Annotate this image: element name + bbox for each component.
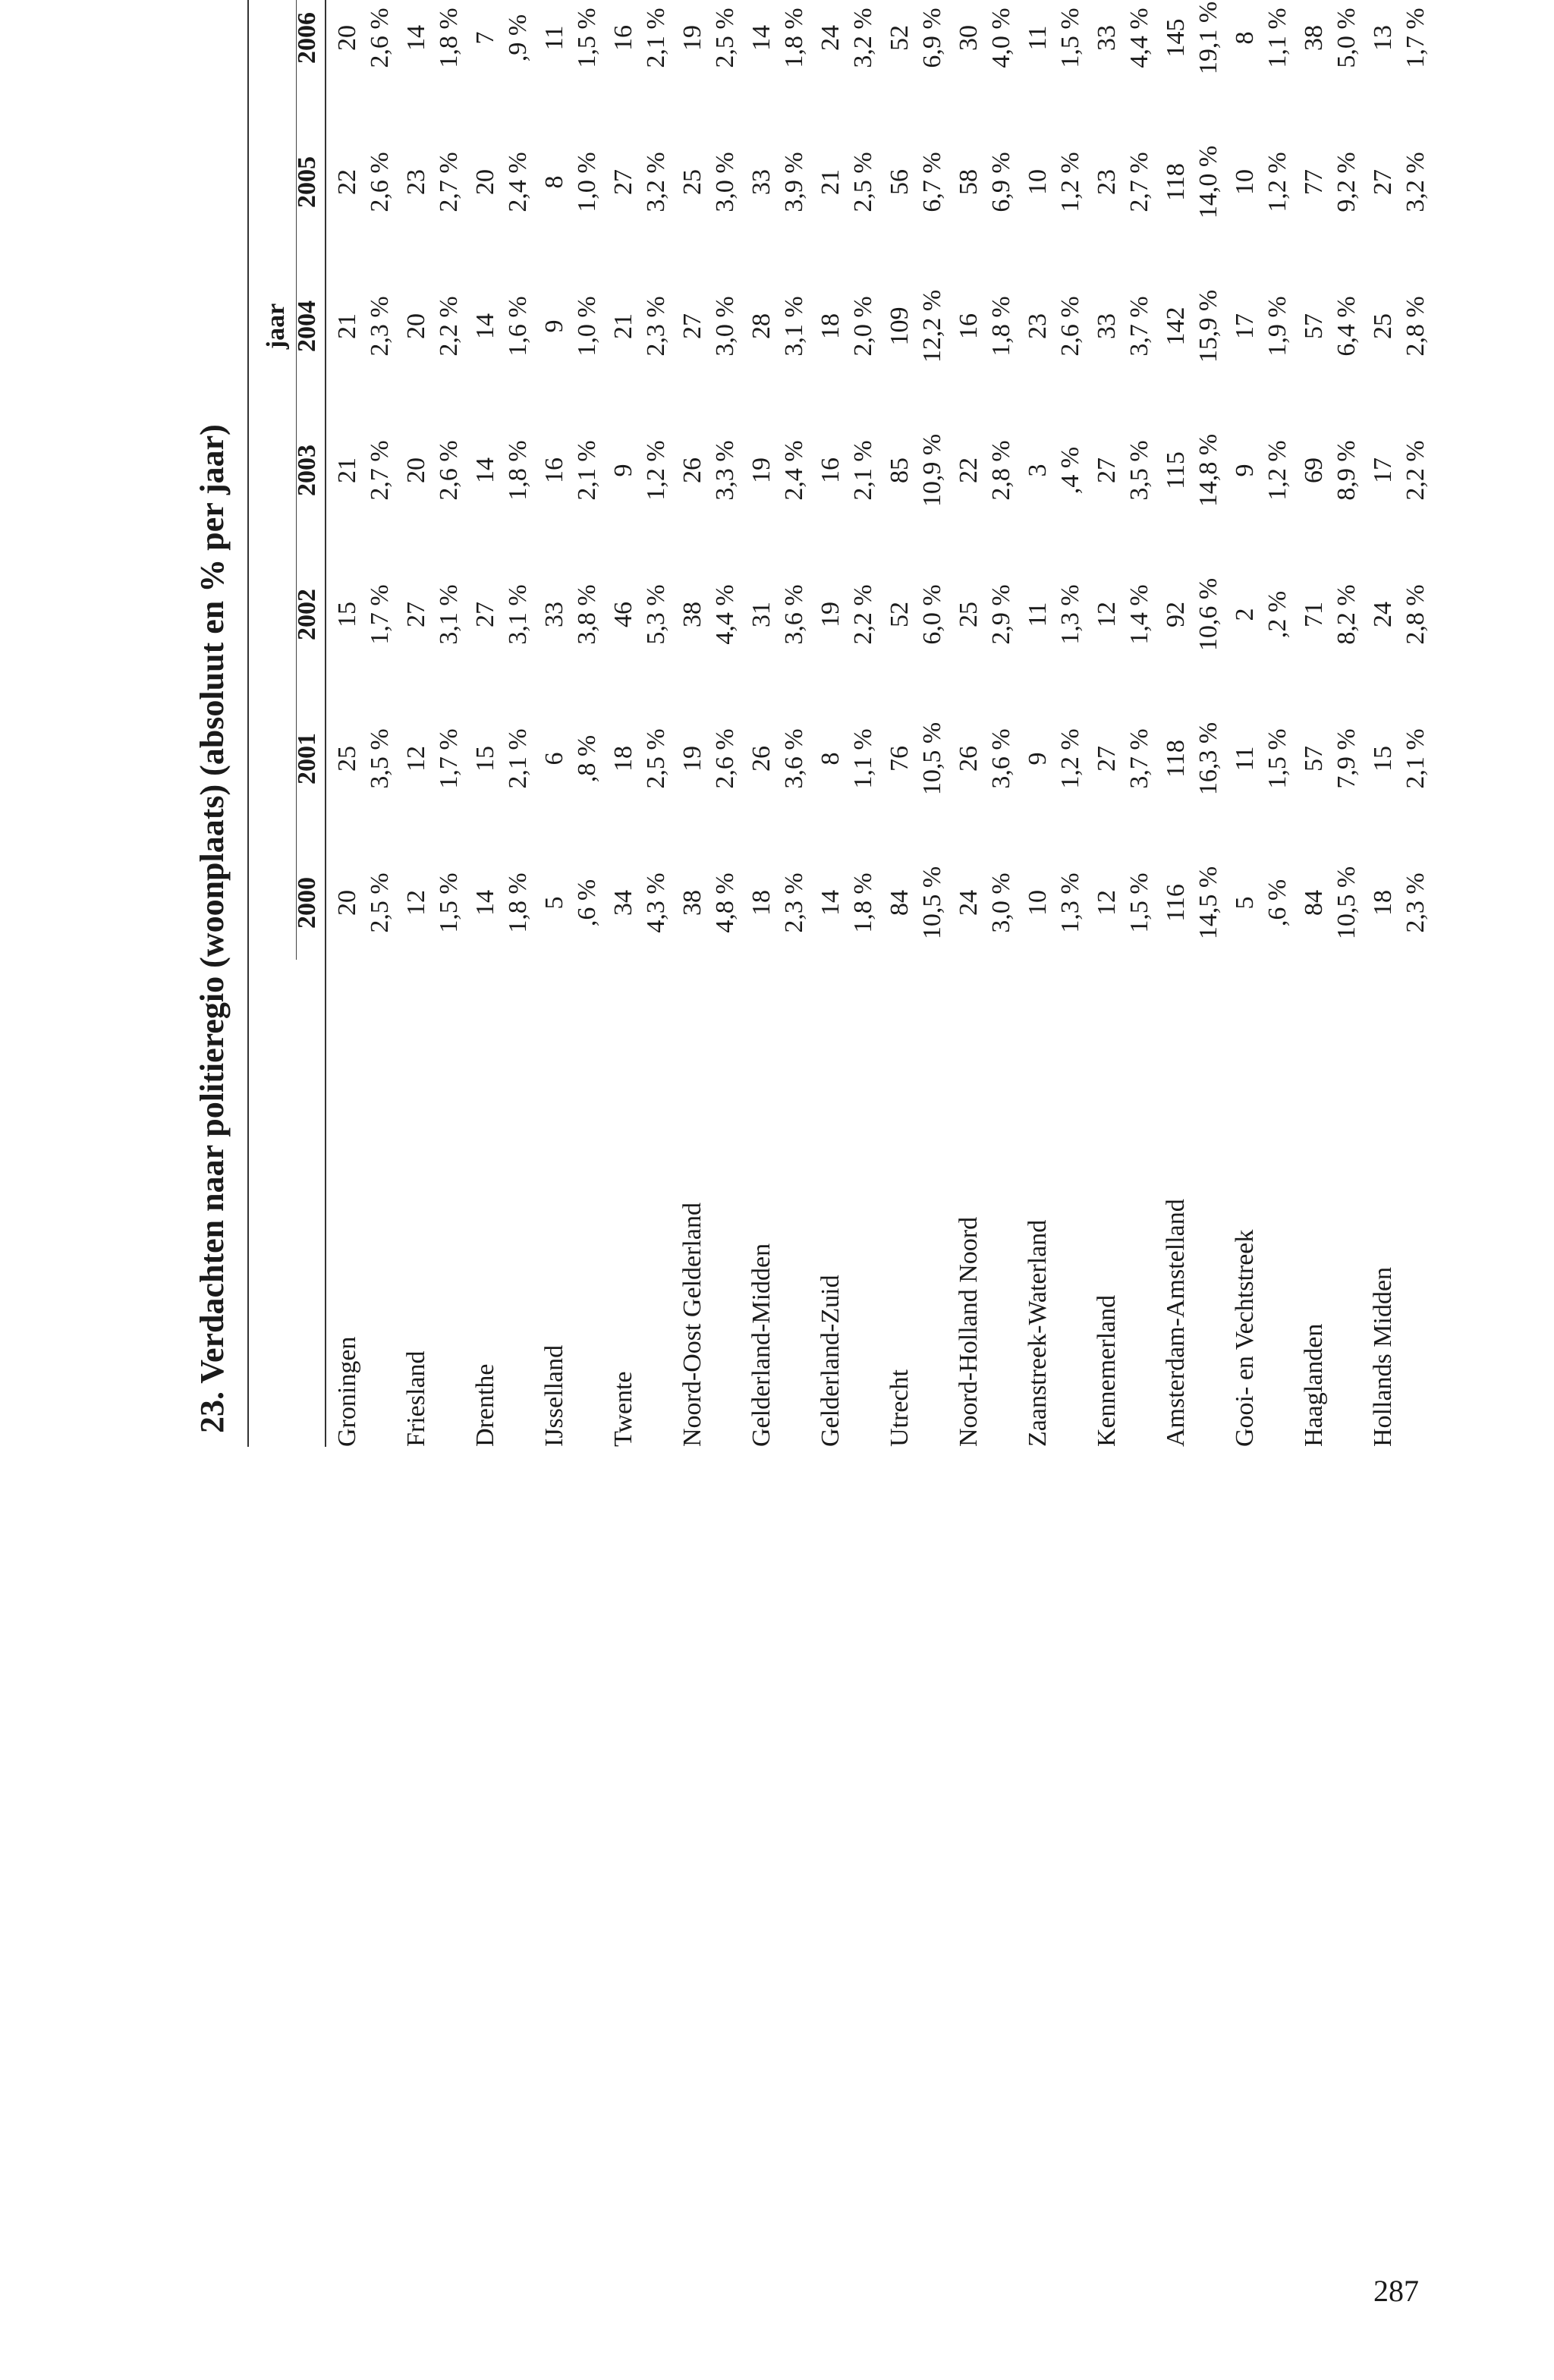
cell-count: 57 [1300,313,1328,339]
cell-count: 23 [402,169,430,195]
cell-percentage: 3,1 % [435,584,463,645]
region-label: Kennemerland [1093,1294,1121,1447]
cell-count: 25 [678,169,706,195]
column-header-year: 2003 [293,445,321,496]
region-label: Gelderland-Zuid [816,1275,845,1447]
table-row-absolute [883,0,916,1460]
cell-percentage: 2,3 % [366,296,394,357]
cell-percentage: 1,5 % [1263,728,1291,789]
cell-percentage: ,2 % [1263,590,1291,639]
cell-percentage: 1,5 % [573,8,601,68]
cell-count: 15 [1369,746,1397,772]
cell-percentage: 2,6 % [366,8,394,68]
cell-count: 21 [333,457,361,483]
cell-count: 92 [1162,602,1190,627]
cell-percentage: 1,2 % [642,440,670,501]
cell-percentage: 5,0 % [1332,8,1361,68]
cell-percentage: 1,2 % [1056,728,1084,789]
table-row-absolute [469,0,502,1460]
table-row-absolute [1228,0,1261,1460]
cell-count: 20 [402,313,430,339]
cell-count: 23 [1093,169,1121,195]
table-row-percentage [1192,0,1225,1460]
cell-percentage: 3,0 % [987,872,1015,933]
cell-count: 38 [678,602,706,627]
column-header-year: 2006 [293,12,321,64]
cell-count: 12 [1093,602,1121,627]
cell-count: 18 [1369,890,1397,916]
cell-count: 7 [471,31,499,45]
cell-count: 77 [1300,169,1328,195]
cell-percentage: 6,4 % [1332,296,1361,357]
table-row-absolute [1090,0,1123,1460]
cell-percentage: 2,5 % [711,8,739,68]
cell-percentage: 10,5 % [918,866,946,940]
cell-percentage: 4,4 % [711,584,739,645]
table-row-absolute [1159,0,1192,1460]
region-label: Twente [609,1371,637,1447]
cell-percentage: ,8 % [573,734,601,783]
cell-count: 14 [816,890,845,916]
region-label: Noord-Holland Noord [955,1216,983,1447]
cell-count: 115 [1162,451,1190,489]
cell-count: 84 [1300,890,1328,916]
cell-count: 14 [471,890,499,916]
cell-percentage: 3,6 % [780,728,808,789]
cell-count: 109 [886,307,914,346]
region-label: Utrecht [886,1369,914,1447]
cell-percentage: 16,3 % [1194,722,1222,796]
cell-percentage: 6,0 % [918,584,946,645]
table-row-percentage [1123,0,1156,1460]
cell-percentage: 1,2 % [1263,152,1291,212]
cell-count: 26 [747,746,775,772]
cell-count: 27 [609,169,637,195]
column-header-year: 2004 [293,300,321,352]
cell-count: 19 [747,457,775,483]
cell-count: 28 [747,313,775,339]
cell-percentage: 3,5 % [1125,440,1153,501]
cell-count: 16 [540,457,568,483]
table-row-percentage [847,0,879,1460]
cell-count: 22 [333,169,361,195]
cell-percentage: 3,6 % [987,728,1015,789]
cell-percentage: 3,3 % [711,440,739,501]
cell-percentage: 2,9 % [987,584,1015,645]
cell-percentage: 7,9 % [1332,728,1361,789]
cell-count: 27 [1093,457,1121,483]
cell-count: 33 [540,602,568,627]
table-row-percentage [709,0,741,1460]
cell-percentage: 2,5 % [366,872,394,933]
cell-count: 16 [955,313,983,339]
cell-percentage: 4,4 % [1125,8,1153,68]
cell-count: 24 [955,890,983,916]
cell-percentage: 1,8 % [504,440,532,501]
cell-percentage: 2,3 % [780,872,808,933]
cell-percentage: 10,9 % [918,433,946,508]
table-row-percentage [985,0,1018,1460]
cell-count: 2 [1231,608,1259,621]
cell-percentage: ,9 % [504,14,532,62]
cell-count: 116 [1162,884,1190,922]
cell-count: 27 [471,602,499,627]
region-label: Amsterdam-Amstelland [1162,1199,1190,1447]
cell-count: 21 [333,313,361,339]
cell-count: 8 [1231,31,1259,45]
table-row-absolute [1367,0,1399,1460]
cell-count: 11 [1024,602,1052,627]
cell-percentage: 1,5 % [435,872,463,933]
cell-count: 56 [886,169,914,195]
cell-percentage: 3,2 % [642,152,670,212]
cell-count: 12 [1093,890,1121,916]
cell-percentage: 4,8 % [711,872,739,933]
cell-percentage: 2,6 % [1056,296,1084,357]
cell-count: 34 [609,890,637,916]
cell-count: 52 [886,602,914,627]
cell-percentage: 1,7 % [435,728,463,789]
cell-percentage: 2,2 % [849,584,877,645]
table-row-absolute [538,0,571,1460]
cell-count: 14 [402,25,430,51]
cell-percentage: 2,1 % [504,728,532,789]
cell-percentage: 1,8 % [780,8,808,68]
cell-count: 69 [1300,457,1328,483]
cell-count: 18 [609,746,637,772]
table-row-absolute [745,0,778,1460]
cell-percentage: 3,0 % [711,152,739,212]
rotated-table-page [182,0,1434,1460]
cell-count: 17 [1231,313,1259,339]
cell-count: 31 [747,602,775,627]
cell-count: 9 [540,319,568,333]
cell-count: 14 [471,457,499,483]
cell-percentage: 2,3 % [642,296,670,357]
cell-count: 18 [816,313,845,339]
cell-percentage: 10,5 % [1332,866,1361,940]
cell-percentage: 2,3 % [1401,872,1430,933]
table-row-absolute [814,0,847,1460]
cell-count: 16 [609,25,637,51]
cell-percentage: 10,5 % [918,722,946,796]
cell-percentage: 3,2 % [1401,152,1430,212]
table-row-percentage [433,0,465,1460]
table-row-absolute [1021,0,1054,1460]
cell-percentage: 14,5 % [1194,866,1222,940]
cell-percentage: 1,8 % [504,872,532,933]
table-row-percentage [363,0,396,1460]
cell-percentage: 1,3 % [1056,872,1084,933]
table-row-percentage [916,0,948,1460]
region-label: Drenthe [471,1363,499,1447]
cell-count: 25 [955,602,983,627]
cell-count: 16 [816,457,845,483]
cell-percentage: 19,1 % [1194,1,1222,75]
table-row-percentage [1399,0,1432,1460]
cell-count: 20 [402,457,430,483]
cell-percentage: ,4 % [1056,446,1084,495]
cell-count: 21 [816,169,845,195]
table-row-percentage [778,0,810,1460]
cell-count: 19 [678,746,706,772]
cell-percentage: 2,7 % [366,440,394,501]
table-row-percentage [1261,0,1294,1460]
cell-count: 118 [1162,163,1190,201]
cell-count: 26 [955,746,983,772]
region-label: Friesland [402,1350,430,1447]
header-rule [325,0,326,1447]
cell-percentage: 1,1 % [1263,8,1291,68]
cell-count: 15 [333,602,361,627]
cell-count: 11 [540,25,568,51]
cell-percentage: 2,1 % [1401,728,1430,789]
page-title: 23. Verdachten naar politieregio (woonplaats) (absoluut en % per jaar) [193,424,231,1433]
region-label: Hollands Midden [1369,1266,1397,1447]
cell-count: 11 [1024,25,1052,51]
cell-count: 38 [1300,25,1328,51]
cell-count: 5 [1231,896,1259,910]
cell-percentage: 2,1 % [573,440,601,501]
cell-percentage: 14,0 % [1194,145,1222,219]
cell-count: 22 [955,457,983,483]
cell-count: 46 [609,602,637,627]
cell-percentage: 15,9 % [1194,289,1222,363]
cell-percentage: 14,8 % [1194,433,1222,508]
cell-percentage: 1,0 % [573,296,601,357]
cell-count: 24 [816,25,845,51]
region-label: Zaanstreek-Waterland [1024,1219,1052,1447]
cell-count: 24 [1369,602,1397,627]
top-rule [247,0,249,1447]
cell-percentage: ,6 % [1263,879,1291,927]
cell-percentage: 2,6 % [366,152,394,212]
cell-percentage: 1,5 % [1056,8,1084,68]
cell-count: 15 [471,746,499,772]
cell-percentage: 4,0 % [987,8,1015,68]
cell-count: 8 [540,175,568,189]
cell-percentage: 9,2 % [1332,152,1361,212]
table-row-absolute [952,0,985,1460]
cell-count: 14 [471,313,499,339]
cell-percentage: 2,4 % [780,440,808,501]
cell-count: 57 [1300,746,1328,772]
cell-percentage: 2,0 % [849,296,877,357]
cell-count: 20 [333,25,361,51]
cell-count: 85 [886,457,914,483]
cell-percentage: 1,7 % [1401,8,1430,68]
cell-percentage: 6,9 % [918,8,946,68]
cell-count: 12 [402,746,430,772]
cell-count: 13 [1369,25,1397,51]
cell-count: 38 [678,890,706,916]
cell-count: 33 [1093,25,1121,51]
region-label: Groningen [333,1336,361,1447]
cell-count: 19 [678,25,706,51]
cell-count: 25 [333,746,361,772]
cell-percentage: 2,5 % [849,152,877,212]
cell-count: 71 [1300,602,1328,627]
table-row-percentage [571,0,603,1460]
column-header-year: 2002 [293,589,321,640]
cell-count: 26 [678,457,706,483]
table-row-percentage [640,0,672,1460]
cell-percentage: 3,7 % [1125,728,1153,789]
cell-percentage: 2,2 % [1401,440,1430,501]
cell-percentage: 2,8 % [1401,296,1430,357]
cell-count: 33 [1093,313,1121,339]
cell-count: 6 [540,752,568,766]
cell-count: 12 [402,890,430,916]
cell-count: 8 [816,752,845,766]
cell-count: 9 [1231,464,1259,477]
cell-percentage: 3,1 % [504,584,532,645]
cell-count: 27 [402,602,430,627]
cell-percentage: 1,3 % [1056,584,1084,645]
cell-percentage: 1,0 % [573,152,601,212]
table-row-percentage [502,0,534,1460]
cell-percentage: 1,9 % [1263,296,1291,357]
cell-percentage: 4,3 % [642,872,670,933]
cell-count: 21 [609,313,637,339]
cell-percentage: 3,9 % [780,152,808,212]
cell-percentage: 2,6 % [435,440,463,501]
cell-count: 10 [1024,890,1052,916]
cell-count: 11 [1231,746,1259,772]
cell-percentage: 1,6 % [504,296,532,357]
region-label: Noord-Oost Gelderland [678,1203,706,1447]
cell-count: 118 [1162,740,1190,778]
cell-count: 30 [955,25,983,51]
cell-count: 10 [1231,169,1259,195]
cell-count: 27 [1093,746,1121,772]
cell-count: 27 [678,313,706,339]
cell-percentage: 3,7 % [1125,296,1153,357]
region-label: Gooi- en Vechtstreek [1231,1229,1259,1447]
cell-count: 33 [747,169,775,195]
table-row-absolute [676,0,709,1460]
jaar-group-header: jaar [262,303,290,350]
cell-percentage: 2,7 % [1125,152,1153,212]
cell-percentage: 1,8 % [435,8,463,68]
table-row-percentage [1054,0,1087,1460]
table-row-absolute [1298,0,1330,1460]
cell-percentage: 1,4 % [1125,584,1153,645]
table-row-percentage [1330,0,1363,1460]
cell-count: 19 [816,602,845,627]
cell-percentage: 2,2 % [435,296,463,357]
cell-percentage: ,6 % [573,879,601,927]
cell-percentage: 6,9 % [987,152,1015,212]
cell-percentage: 1,1 % [849,728,877,789]
cell-count: 23 [1024,313,1052,339]
region-label: Gelderland-Midden [747,1243,775,1447]
cell-count: 84 [886,890,914,916]
cell-percentage: 2,1 % [642,8,670,68]
cell-percentage: 2,4 % [504,152,532,212]
cell-count: 5 [540,896,568,910]
cell-count: 58 [955,169,983,195]
cell-percentage: 3,2 % [849,8,877,68]
cell-count: 14 [747,25,775,51]
table-row-absolute [331,0,363,1460]
cell-count: 3 [1024,464,1052,477]
page-number: 287 [1373,2274,1419,2308]
region-label: Haaglanden [1300,1323,1328,1447]
cell-percentage: 3,6 % [780,584,808,645]
cell-percentage: 3,0 % [711,296,739,357]
cell-percentage: 8,9 % [1332,440,1361,501]
cell-percentage: 10,6 % [1194,577,1222,652]
cell-count: 9 [609,464,637,477]
cell-percentage: 2,7 % [435,152,463,212]
cell-percentage: 2,6 % [711,728,739,789]
cell-count: 25 [1369,313,1397,339]
cell-count: 10 [1024,169,1052,195]
column-header-year: 2005 [293,156,321,208]
cell-count: 20 [333,890,361,916]
table-row-absolute [400,0,433,1460]
cell-percentage: 1,8 % [987,296,1015,357]
cell-percentage: 12,2 % [918,289,946,363]
cell-percentage: 1,2 % [1056,152,1084,212]
cell-count: 142 [1162,307,1190,346]
cell-percentage: 6,7 % [918,152,946,212]
region-label: IJsselland [540,1344,568,1447]
cell-percentage: 3,8 % [573,584,601,645]
table-row-absolute [607,0,640,1460]
cell-percentage: 3,5 % [366,728,394,789]
cell-percentage: 1,5 % [1125,872,1153,933]
cell-count: 20 [471,169,499,195]
cell-count: 145 [1162,18,1190,58]
cell-percentage: 1,7 % [366,584,394,645]
cell-percentage: 2,8 % [1401,584,1430,645]
cell-percentage: 2,5 % [642,728,670,789]
cell-count: 17 [1369,457,1397,483]
cell-percentage: 8,2 % [1332,584,1361,645]
column-header-year: 2001 [293,733,321,784]
cell-percentage: 2,8 % [987,440,1015,501]
cell-percentage: 5,3 % [642,584,670,645]
cell-count: 18 [747,890,775,916]
column-header-year: 2000 [293,877,321,929]
cell-percentage: 1,8 % [849,872,877,933]
cell-percentage: 3,1 % [780,296,808,357]
cell-count: 9 [1024,752,1052,766]
cell-count: 27 [1369,169,1397,195]
cell-percentage: 2,1 % [849,440,877,501]
cell-count: 76 [886,746,914,772]
cell-percentage: 1,2 % [1263,440,1291,501]
cell-count: 52 [886,25,914,51]
